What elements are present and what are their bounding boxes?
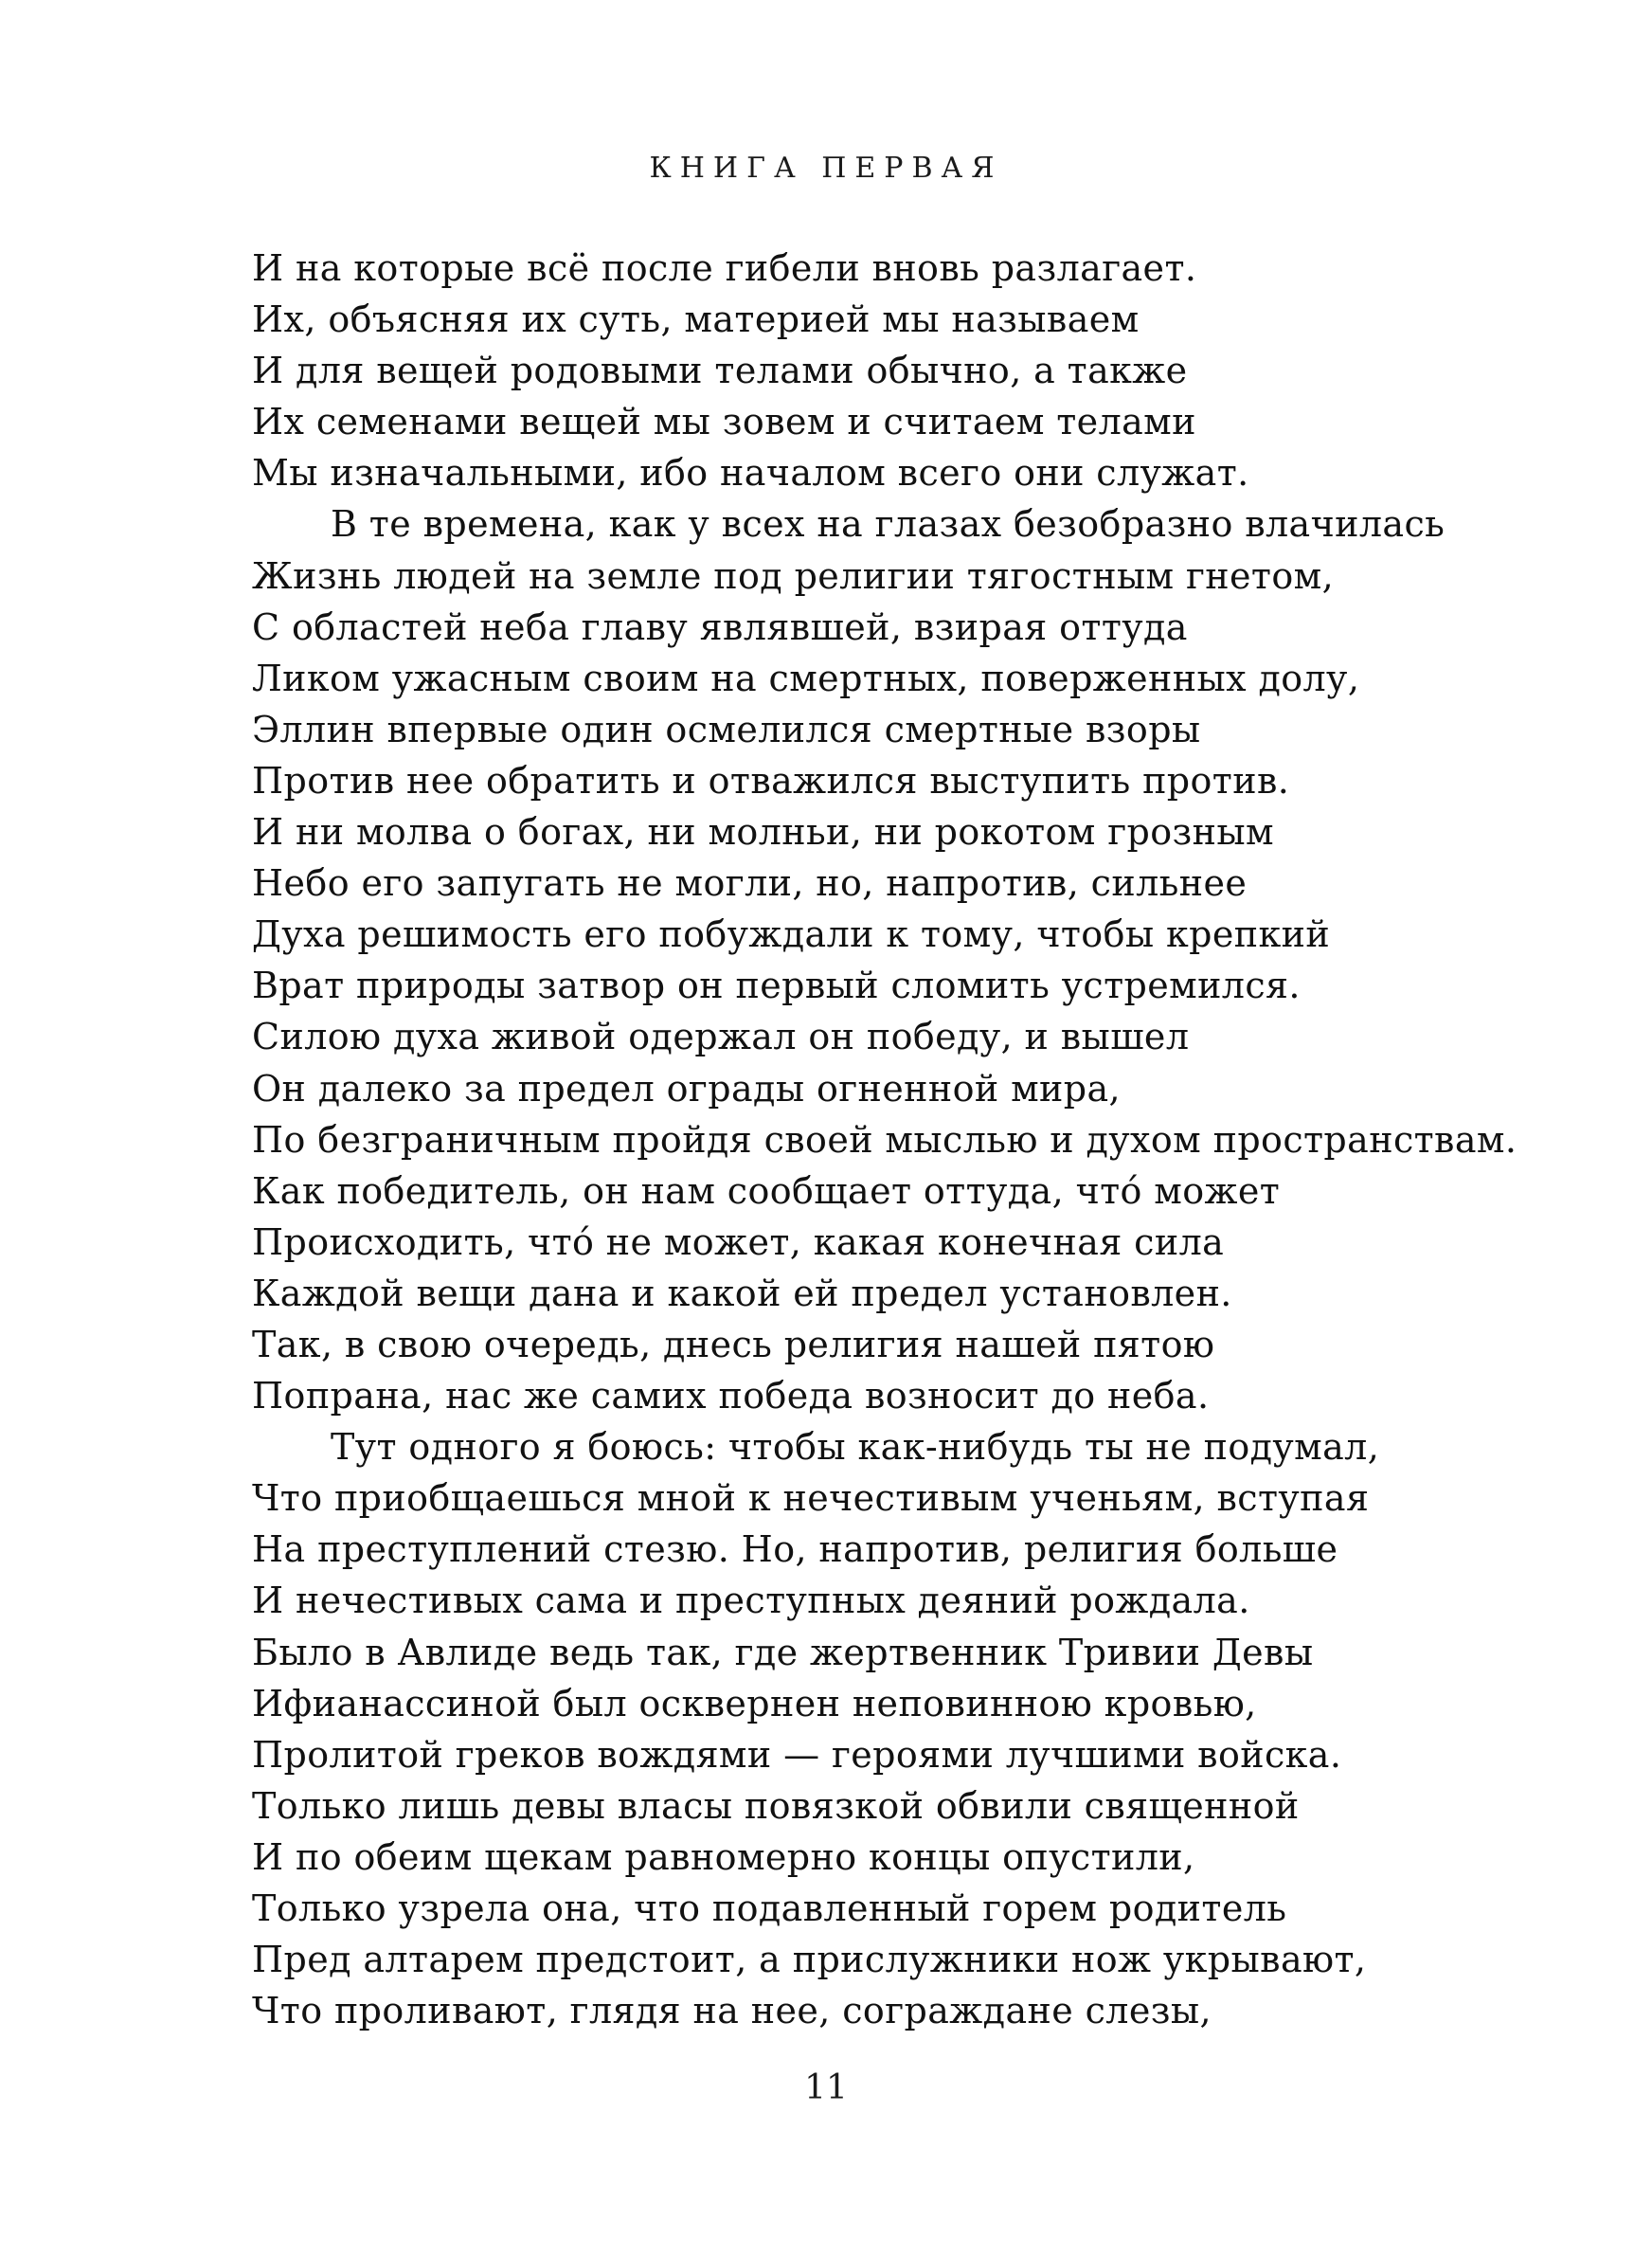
verse-line: Их семенами вещей мы зовем и считаем телами [252, 401, 1196, 443]
verse-line: Попрана, нас же самих победа возносит до неба. [252, 1375, 1210, 1417]
verse-line: Только лишь девы власы повязкой обвили священной [252, 1784, 1300, 1827]
verse-line: Ликом ужасным своим на смертных, поверженных долу, [252, 657, 1360, 699]
verse-line: И по обеим щекам равномерно концы опустили, [252, 1835, 1195, 1878]
verse-line: Было в Авлиде ведь так, где жертвенник Тривии Девы [252, 1631, 1314, 1673]
verse-line: С областей неба главу являвшей, взирая оттуда [252, 605, 1188, 648]
verse-line: Врат природы затвор он первый сломить устремился. [252, 965, 1301, 1007]
verse-line: Тут одного я боюсь: чтобы как-нибудь ты не подумал, [331, 1426, 1380, 1469]
verse-line: Что приобщаешься мной к нечестивым ученьям, вступая [252, 1477, 1370, 1520]
verse-line: Как победитель, он нам сообщает оттуда, что́ может [252, 1169, 1281, 1212]
verse-line: Только узрела она, что подавленный горем родитель [252, 1887, 1287, 1929]
verse-line: Происходить, что́ не может, какая конечная сила [252, 1220, 1225, 1263]
verse-line: Их, объясняя их суть, материей мы называем [252, 298, 1140, 341]
page-number: 11 [804, 2068, 848, 2107]
verse-line: Жизнь людей на земле под религии тягостным гнетом, [252, 554, 1335, 597]
verse-line: Духа решимость его побуждали к тому, чтобы крепкий [252, 913, 1331, 956]
verse-line: Мы изначальными, ибо началом всего они служат. [252, 452, 1249, 495]
verse-line: Так, в свою очередь, днесь религия нашей пятою [252, 1323, 1215, 1365]
verse-line: Силою духа живой одержал он победу, и вышел [252, 1016, 1190, 1058]
verse-line: Пролитой греков вождями — героями лучшими войска. [252, 1733, 1342, 1776]
verse-line: Небо его запугать не могли, но, напротив, сильнее [252, 862, 1248, 905]
verse-line: Пред алтарем предстоит, а прислужники нож укрывают, [252, 1939, 1367, 1981]
verse-line: По безграничным пройдя своей мыслью и духом пространствам. [252, 1118, 1517, 1161]
verse-line: В те времена, как у всех на глазах безобразно влачилась [331, 503, 1446, 546]
running-head: КНИГА ПЕРВАЯ [649, 152, 1003, 185]
verse-line: Каждой вещи дана и какой ей предел установлен. [252, 1272, 1232, 1314]
verse-line: Он далеко за предел ограды огненной мира, [252, 1067, 1122, 1110]
poem-text [252, 243, 1517, 2036]
verse-line: И ни молва о богах, ни молньи, ни рокотом грозным [252, 811, 1274, 854]
verse-line: И на которые всё после гибели вновь разлагает. [252, 247, 1197, 289]
verse-line: И для вещей родовыми телами обычно, а также [252, 350, 1188, 392]
verse-line: Ифианассиной был осквернен неповинною кровью, [252, 1682, 1257, 1724]
verse-line: Против нее обратить и отважился выступить против. [252, 759, 1290, 802]
verse-line: Что проливают, глядя на нее, сограждане слезы, [252, 1990, 1212, 2032]
verse-line: На преступлений стезю. Но, напротив, религия больше [252, 1528, 1338, 1571]
verse-line: Эллин впервые один осмелился смертные взоры [252, 708, 1201, 750]
verse-line: И нечестивых сама и преступных деяний рождала. [252, 1580, 1250, 1622]
